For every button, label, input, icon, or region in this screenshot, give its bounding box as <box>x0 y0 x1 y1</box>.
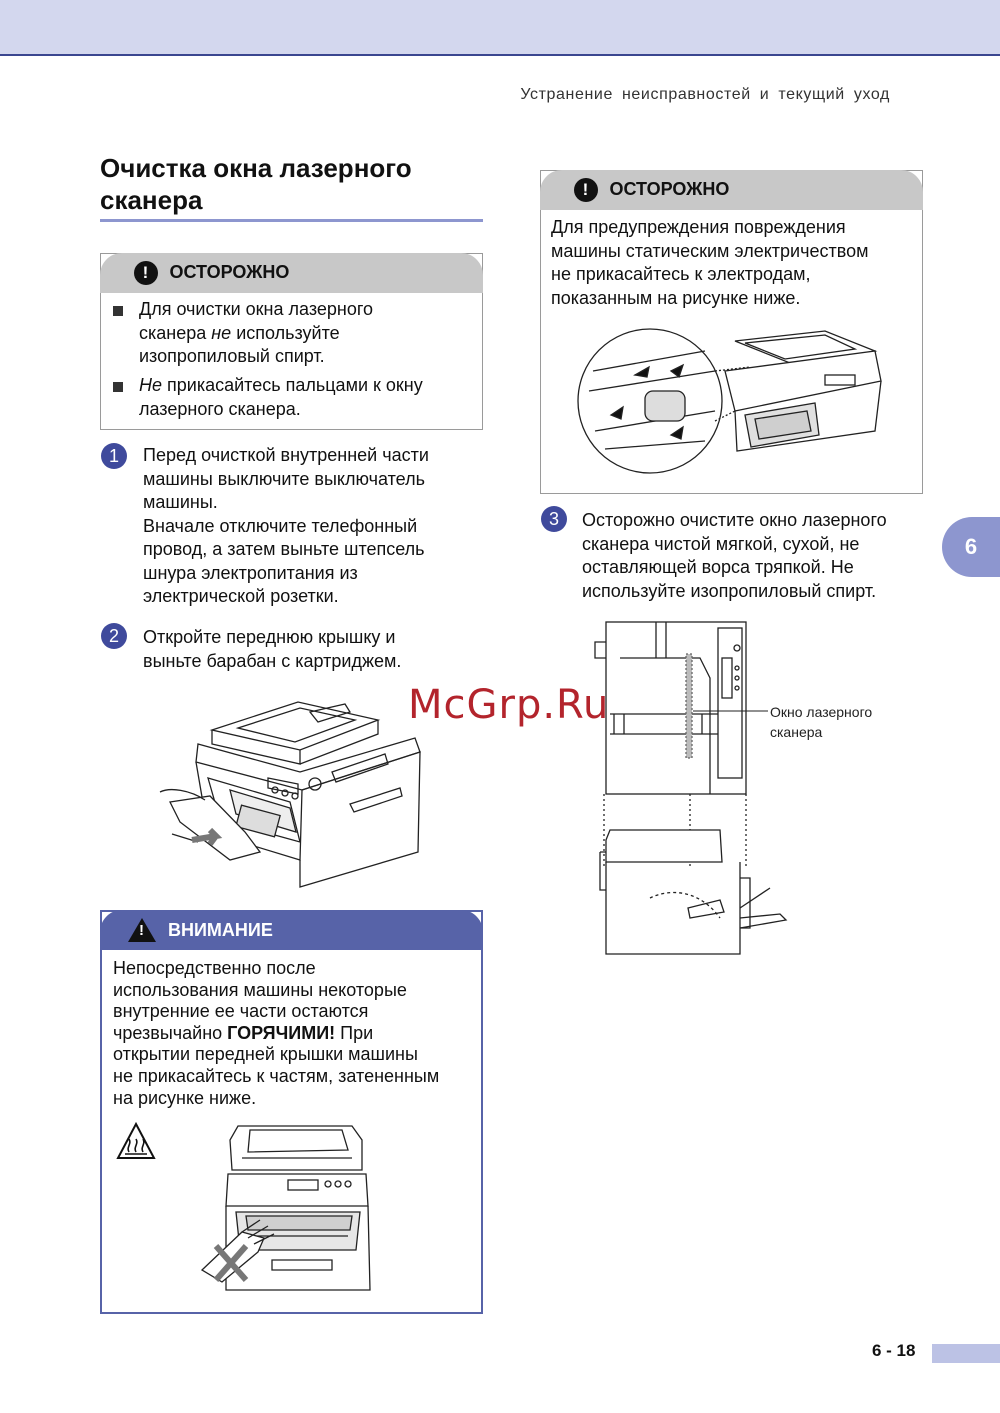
caution-box-static <box>540 170 923 494</box>
step-number: 3 <box>541 506 567 532</box>
scanner-window-label: Окно лазерного сканера <box>770 704 873 740</box>
section-title: Очистка окна лазерного сканера <box>100 153 412 215</box>
caution-header: ! ОСТОРОЖНО <box>540 170 923 210</box>
step-number: 2 <box>101 623 127 649</box>
step-3-text: Осторожно очистите окно лазерного сканера чистой мягкой, сухой, не оставляющей ворса тряпкой. Не используйте изопропиловый спирт. <box>582 510 887 601</box>
caution-2-text: Для предупреждения повреждения машины статическим электричеством не прикасайтесь к электродам, показанным на рисунке ниже. <box>551 217 869 308</box>
electrodes-illustration <box>575 331 895 481</box>
warning-header: ! ВНИМАНИЕ <box>100 910 483 950</box>
running-header: Устранение неисправностей и текущий уход <box>520 86 890 103</box>
caution-item-2: Не прикасайтесь пальцами к окну лазерного сканера. <box>139 375 423 419</box>
caution-box-laser <box>100 253 483 430</box>
header-band <box>0 0 1000 56</box>
bullet-icon <box>113 306 123 316</box>
laser-scanner-window-illustration <box>590 618 800 958</box>
page-number-bar <box>932 1344 1000 1363</box>
bullet-icon <box>113 382 123 392</box>
warning-text: Непосредственно после использования машины некоторые внутренние ее части остаются чрезвычайно ГОРЯЧИМИ! При открытии передней крышки машины не прикасайтесь к частям, затененным на рисунке ниже. <box>113 958 440 1108</box>
step-1-text: Перед очисткой внутренней части машины выключите выключатель машины. Вначале отключите телефонный провод, а затем выньте штепсель шнура электропитания из электрической розетки. <box>143 445 429 606</box>
hot-parts-illustration <box>202 1120 392 1305</box>
chapter-tab: 6 <box>942 517 1000 577</box>
exclamation-icon: ! <box>574 178 598 202</box>
warning-triangle-icon: ! <box>128 918 156 942</box>
page-number: 6 - 18 <box>872 1341 916 1360</box>
warning-box-hot <box>100 910 483 1314</box>
title-rule <box>100 219 483 222</box>
caution-item-1: Для очистки окна лазерного сканера не используйте изопропиловый спирт. <box>139 299 374 366</box>
step-2-text: Откройте переднюю крышку и выньте барабан с картриджем. <box>143 627 402 671</box>
caution-header: ! ОСТОРОЖНО <box>100 253 483 293</box>
exclamation-icon: ! <box>134 261 158 285</box>
step-number: 1 <box>101 443 127 469</box>
printer-drum-removal-illustration <box>150 692 430 897</box>
watermark: McGrp.Ru <box>408 682 610 728</box>
hot-surface-icon <box>116 1122 156 1162</box>
